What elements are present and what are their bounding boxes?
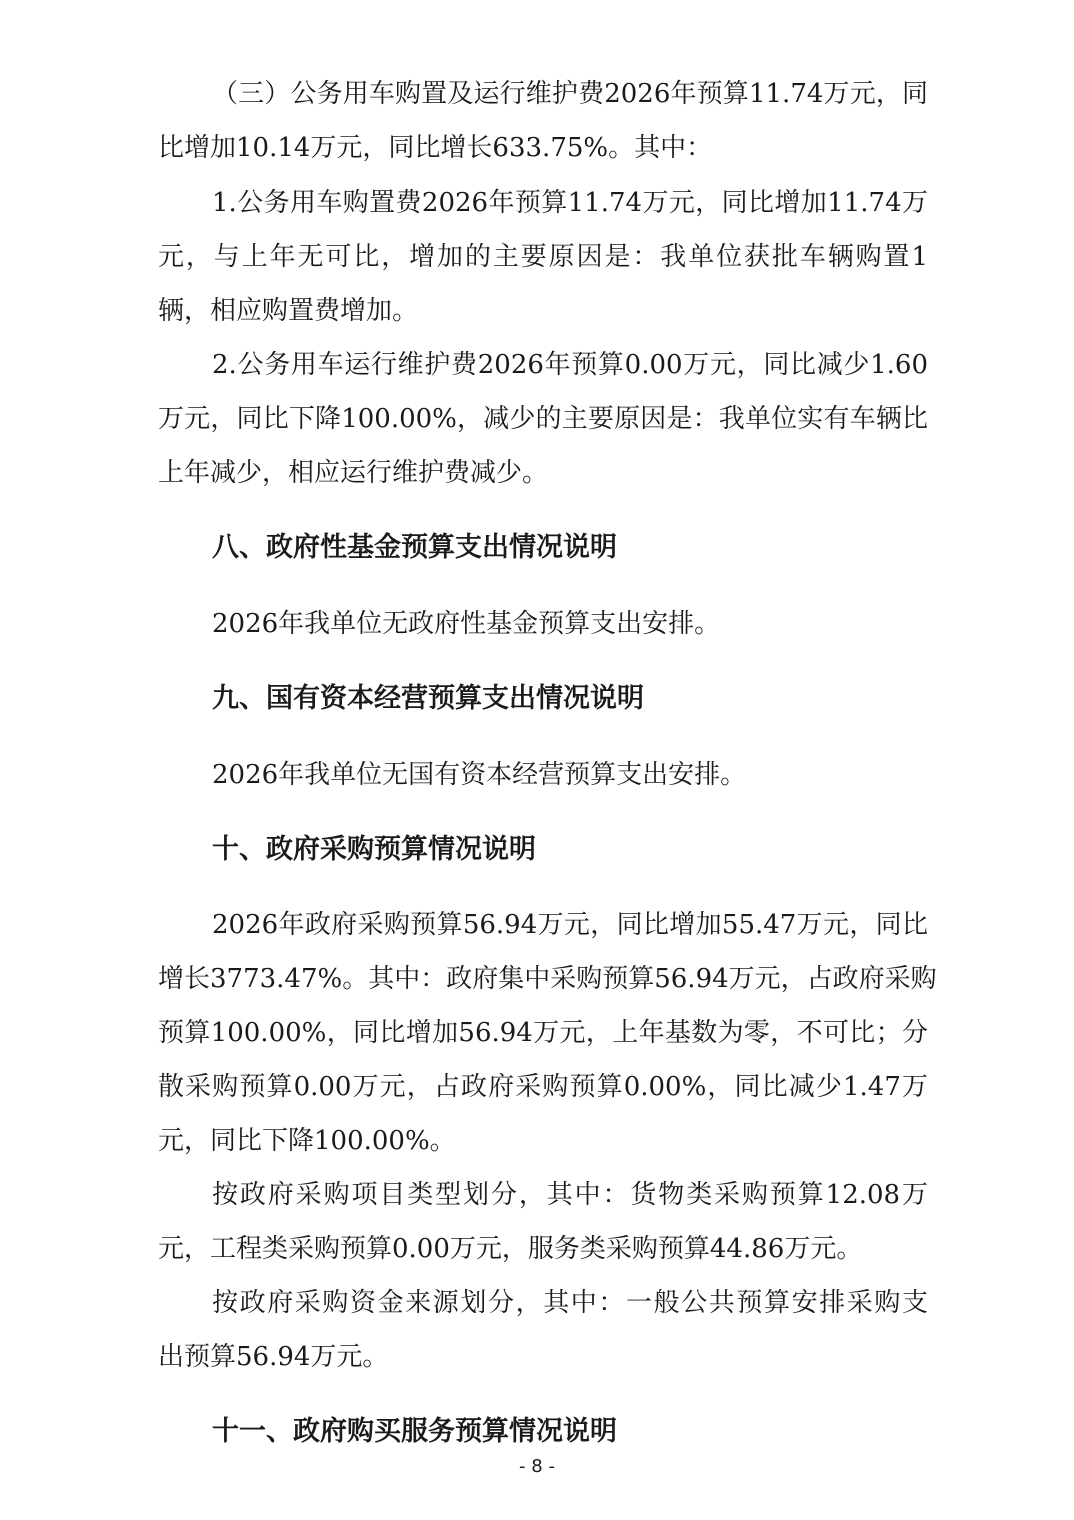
procurement-by-source-line1: 按政府采购资金来源划分，其中：一般公共预算安排采购支 <box>212 1288 928 1318</box>
page-number: - 8 - <box>519 1456 555 1477</box>
paragraph-vehicle-purchase-line2: 元，与上年无可比，增加的主要原因是：我单位获批车辆购置1 <box>158 242 928 272</box>
procurement-summary-line2: 增长3773.47%。其中：政府集中采购预算56.94万元，占政府采购 <box>158 964 937 994</box>
section-text-state-capital: 2026年我单位无国有资本经营预算支出安排。 <box>212 760 747 790</box>
section-heading-government-fund: 八、政府性基金预算支出情况说明 <box>212 532 617 563</box>
section-heading-purchased-services: 十一、政府购买服务预算情况说明 <box>212 1416 617 1447</box>
procurement-summary-line4: 散采购预算0.00万元，占政府采购预算0.00%，同比减少1.47万 <box>158 1072 928 1102</box>
paragraph-vehicle-maintenance-line1: 2.公务用车运行维护费2026年预算0.00万元，同比减少1.60 <box>212 350 928 380</box>
paragraph-vehicle-summary-line2: 比增加10.14万元，同比增长633.75%。其中： <box>158 133 713 163</box>
procurement-by-type-line2: 元，工程类采购预算0.00万元，服务类采购预算44.86万元。 <box>158 1234 863 1264</box>
procurement-by-type-line1: 按政府采购项目类型划分，其中：货物类采购预算12.08万 <box>212 1180 928 1210</box>
procurement-summary-line3: 预算100.00%，同比增加56.94万元，上年基数为零，不可比；分 <box>158 1018 928 1048</box>
paragraph-vehicle-maintenance-line3: 上年减少，相应运行维护费减少。 <box>158 458 549 488</box>
section-heading-state-capital: 九、国有资本经营预算支出情况说明 <box>212 683 644 714</box>
paragraph-vehicle-purchase-line1: 1.公务用车购置费2026年预算11.74万元，同比增加11.74万 <box>212 188 928 218</box>
procurement-by-source-line2: 出预算56.94万元。 <box>158 1342 389 1372</box>
section-text-government-fund: 2026年我单位无政府性基金预算支出安排。 <box>212 609 721 639</box>
procurement-summary-line1: 2026年政府采购预算56.94万元，同比增加55.47万元，同比 <box>212 910 928 940</box>
procurement-summary-line5: 元，同比下降100.00%。 <box>158 1126 456 1156</box>
section-heading-government-procurement: 十、政府采购预算情况说明 <box>212 834 536 865</box>
paragraph-vehicle-purchase-line3: 辆，相应购置费增加。 <box>158 296 419 326</box>
paragraph-vehicle-summary-line1: （三）公务用车购置及运行维护费2026年预算11.74万元，同 <box>212 79 928 109</box>
paragraph-vehicle-maintenance-line2: 万元，同比下降100.00%，减少的主要原因是：我单位实有车辆比 <box>158 404 928 434</box>
